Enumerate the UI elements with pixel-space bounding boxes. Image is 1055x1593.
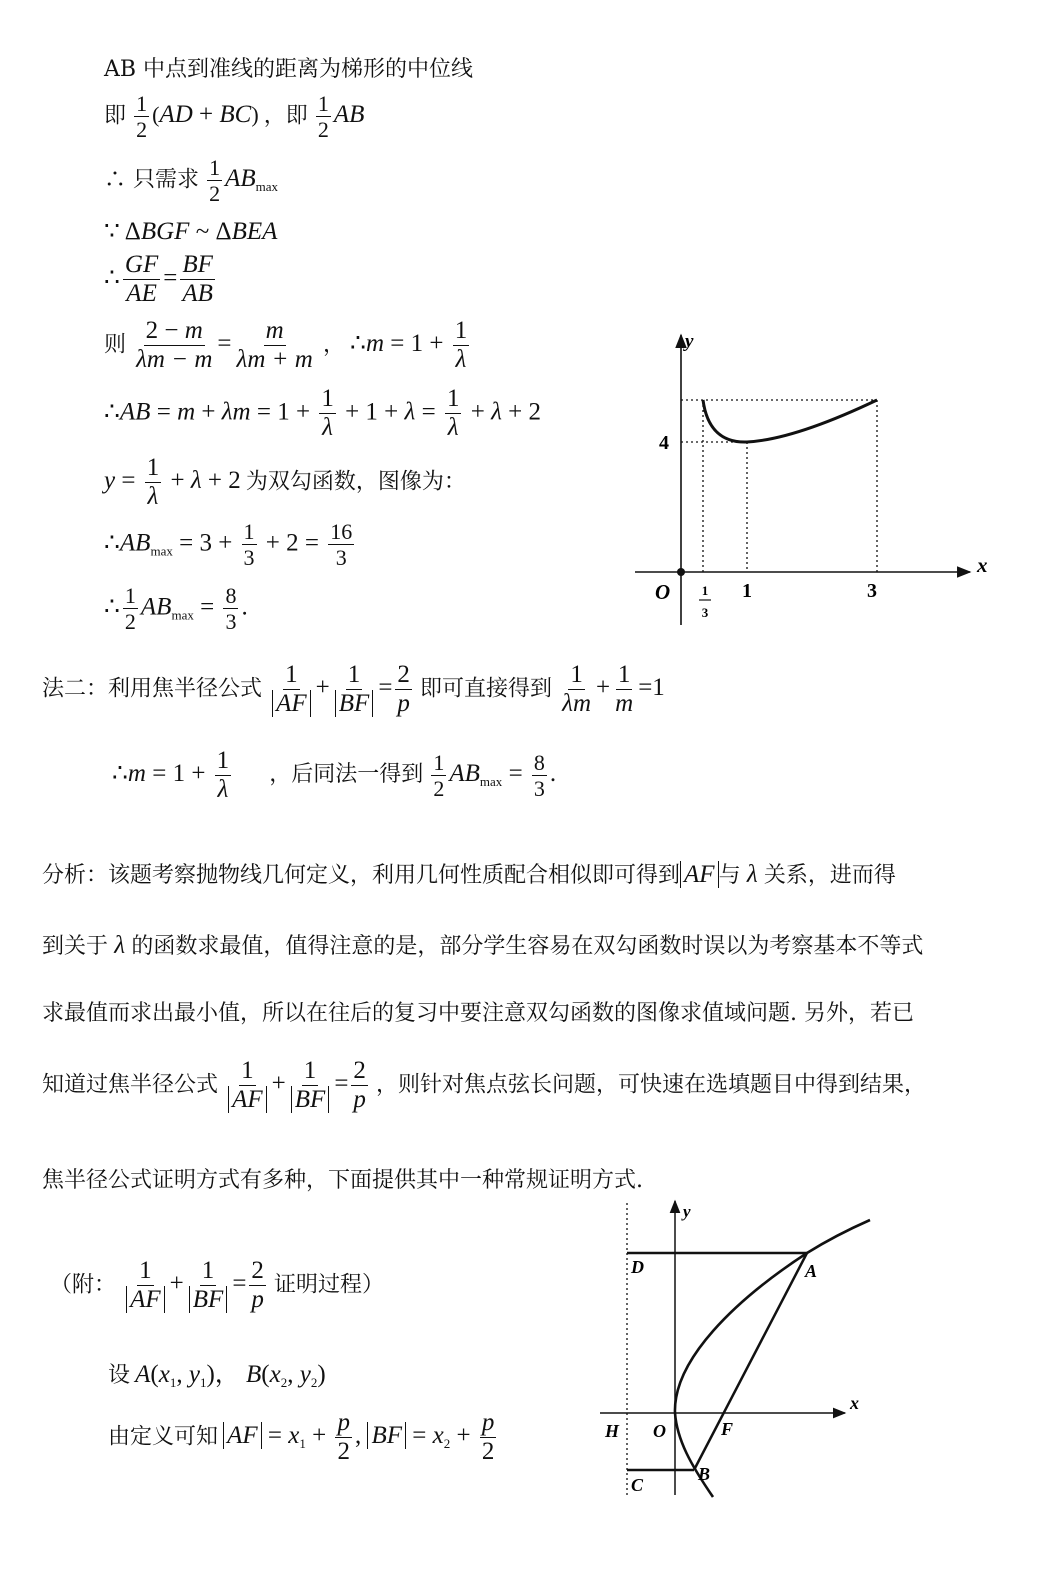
analysis-line-5: 焦半径公式证明方式有多种，下面提供其中一种常规证明方式. <box>42 1168 643 1193</box>
parabola-curve <box>675 1220 870 1497</box>
definition-line: 由定义可知 AF = $x_1$ + $\frac{p}{2}$ , BF = $x_2$ + $\frac{p}{2}$ <box>108 1409 495 1466</box>
double-hook-graph <box>625 325 1000 630</box>
point-F-label: F <box>721 1419 734 1439</box>
analysis-line-2: 到关于 λ 的函数求最值，值得注意的是，部分学生容易在双勾函数时误以为考察基本不等式 <box>42 932 924 959</box>
method-two-line-1: 法二：利用焦半径公式 $\frac{1}{AF}$ + $\frac{1}{BF}$ = $\frac{2}{p}$ 即可直接得到 $\frac{1}{\lambda m}$ + $\frac{1}{m}$ =1 <box>42 661 665 718</box>
y-axis-label: y <box>683 1202 691 1221</box>
analysis-line-1: 分析：该题考察抛物线几何定义，利用几何性质配合相似即可得到 AF 与 λ 关系，进而得 <box>42 861 896 888</box>
point-D-label: D <box>631 1257 644 1277</box>
origin-dot <box>677 568 685 576</box>
x-axis-label: x <box>977 553 988 577</box>
point-A-label: A <box>805 1261 818 1281</box>
point-C-label: C <box>631 1475 644 1495</box>
x-tick-3: 3 <box>867 580 877 602</box>
origin-label: O <box>655 580 671 604</box>
x-tick-third-den: 3 <box>701 605 709 620</box>
x-axis-label: x <box>850 1393 859 1413</box>
analysis-line-3: 求最值而求出最小值，所以在往后的复习中要注意双勾函数的图像求值域问题. 另外，若已 <box>42 1001 914 1026</box>
line-1: AB 中点到准线的距离为梯形的中位线 <box>104 57 474 82</box>
line-6: 则 $\frac{2 - m}{\lambda m - m}$ = $\frac{m}{\lambda m + m}$ ， ∴m = 1 + $\frac{1}{\lambda}$ <box>104 317 468 374</box>
line-8: y = $\frac{1}{\lambda}$ + λ + 2 为双勾函数，图像为： <box>104 454 466 511</box>
line-5: ∴ $\frac{GF}{AE}$ = $\frac{BF}{AB}$ <box>104 251 213 308</box>
line-9: $\therefore AB_{max} = 3$ + $\frac{1}{3}$ + 2 = $\frac{16}{3}$ <box>104 519 353 571</box>
line-3: ∴ 只需求 $\frac{1}{2}$ $AB_{max}$ <box>104 155 279 207</box>
line-2: 即 $\frac{1}{2}$ (AD + BC) ，即 $\frac{1}{2}$ AB <box>104 91 365 143</box>
point-H-label: H <box>605 1421 620 1441</box>
analysis-line-4: 知道过焦半径公式 $\frac{1}{AF}$ + $\frac{1}{BF}$ = $\frac{2}{p}$ ，则针对焦点弦长问题，可快速在选填题目中得到结果， <box>42 1057 927 1114</box>
line-4: ∵ ΔBGF ~ ΔBEA <box>104 218 278 245</box>
y-axis-label: y <box>685 331 694 352</box>
x-tick-third-num: 1 <box>701 583 709 598</box>
method-two-line-2: ∴m = 1 + $\frac{1}{\lambda}$ ，后同法一得到 $\frac{1}{2}$ $AB_{max}$ = $\frac{8}{3}$ . <box>112 747 557 804</box>
line-10: ∴ $\frac{1}{2}$ $AB_{max}$ = $\frac{8}{3}$ . <box>104 583 248 635</box>
appendix-heading: （附： $\frac{1}{AF}$ + $\frac{1}{BF}$ = $\frac{2}{p}$ 证明过程） <box>50 1257 385 1314</box>
parabola-focal-chord-graph <box>595 1195 880 1500</box>
y-tick-4: 4 <box>659 432 669 454</box>
focal-chord-AB <box>694 1253 807 1470</box>
line-7: ∴AB = m + λm = 1 + $\frac{1}{\lambda}$ + 1 + λ = $\frac{1}{\lambda}$ + λ + 2 <box>104 385 542 442</box>
function-curve <box>703 400 877 442</box>
x-tick-1: 1 <box>742 580 752 602</box>
point-O-label: O <box>653 1421 666 1441</box>
set-points-line: 设 $A(x_1$, $y_1$)， $B(x_2$, $y_2$) <box>108 1361 326 1390</box>
point-B-label: B <box>698 1464 711 1484</box>
